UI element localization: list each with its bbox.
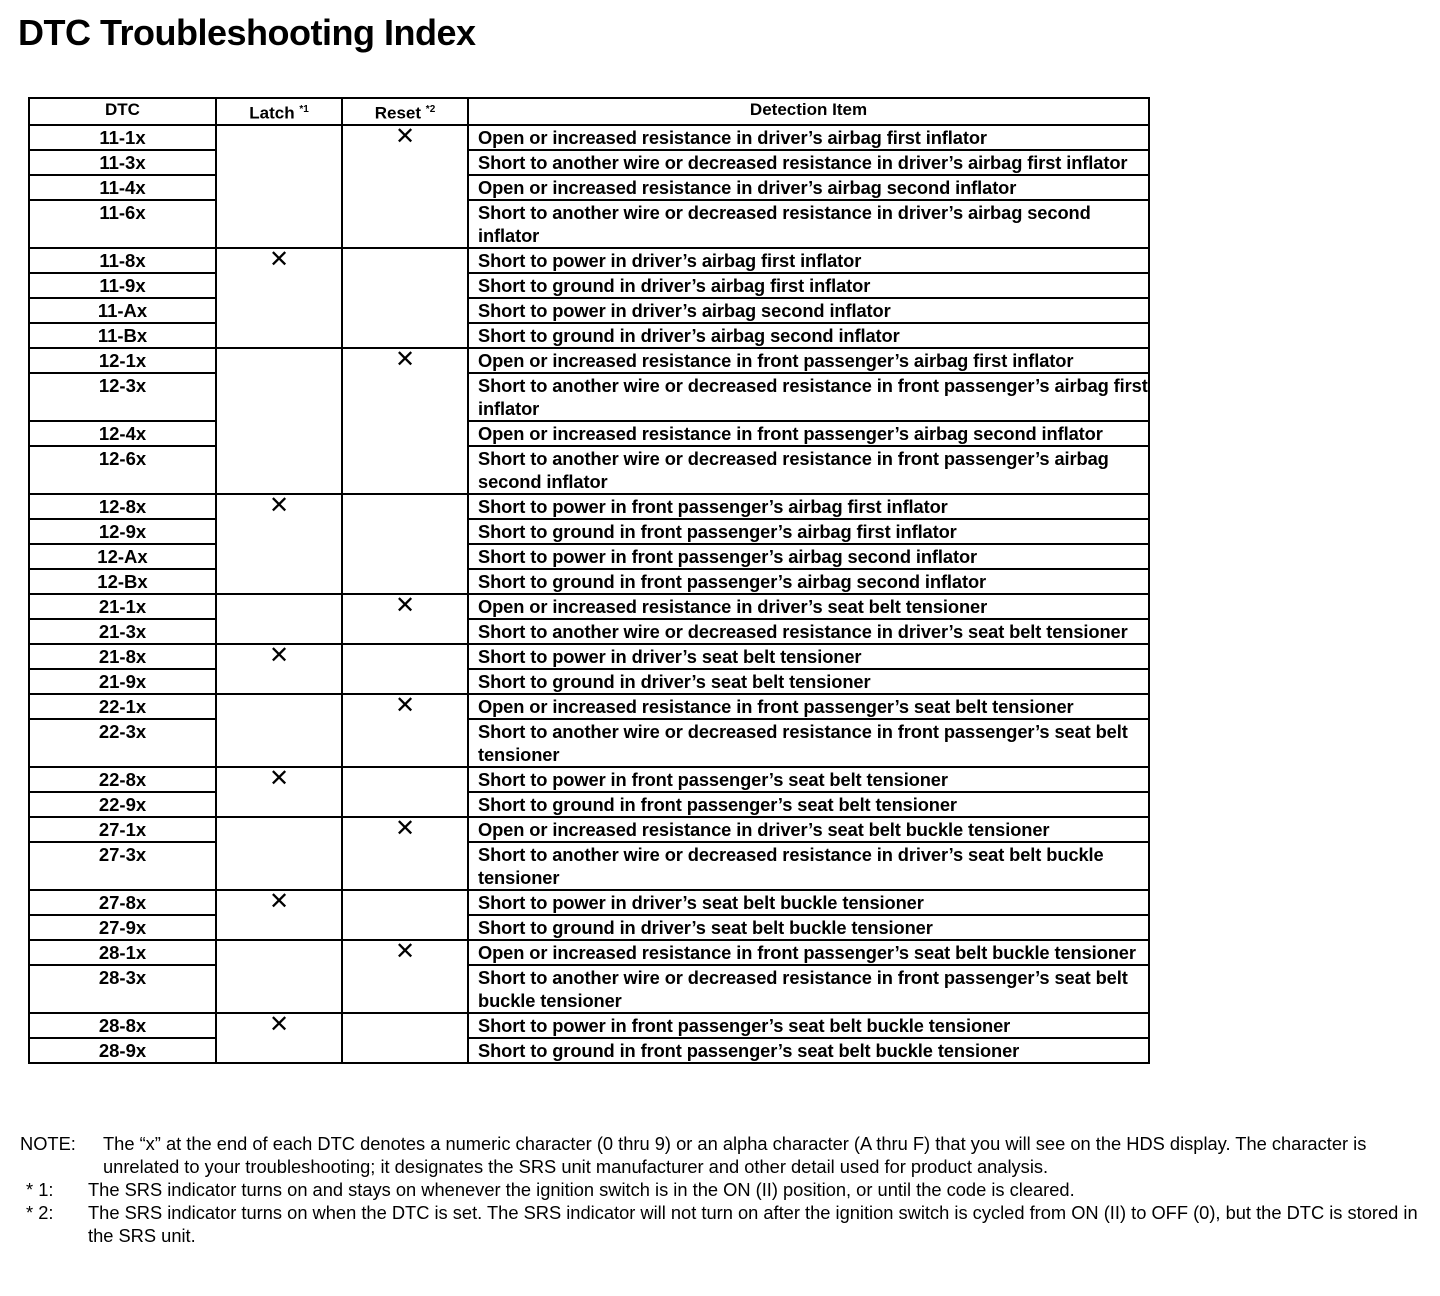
- latch-cell: ✕: [216, 494, 342, 594]
- table-row: [29, 200, 1149, 248]
- reset-cell: [342, 767, 468, 817]
- table-row: [29, 323, 1149, 348]
- dtc-code: 12-Bx: [29, 569, 216, 594]
- detection-item: Short to ground in front passenger’s airbag first inflator: [468, 519, 1149, 544]
- table-row: [29, 644, 1149, 669]
- table-row: [29, 619, 1149, 644]
- dtc-code: 11-9x: [29, 273, 216, 298]
- detection-item: Short to power in front passenger’s airbag first inflator: [468, 494, 1149, 519]
- dtc-code: 12-6x: [29, 446, 216, 494]
- header-latch-label: Latch: [249, 103, 295, 123]
- table-header: [29, 98, 1149, 125]
- note-label: NOTE:: [20, 1133, 76, 1154]
- table-row: [29, 569, 1149, 594]
- dtc-code: 27-1x: [29, 817, 216, 842]
- table-row: [29, 125, 1149, 150]
- detection-item: Short to another wire or decreased resistance in driver’s airbag second inflator: [468, 200, 1149, 248]
- table-row: [29, 940, 1149, 965]
- header-dtc-label: DTC: [105, 100, 140, 119]
- note-text: The “x” at the end of each DTC denotes a numeric character (0 thru 9) or an alpha character (A thru F) that you will see on the HDS display. The character is unrelated to your troubleshooting; it designates the SRS unit manufacturer and other detail used for product analysis.: [103, 1133, 1367, 1177]
- notes: [20, 1132, 1420, 1247]
- dtc-table: [28, 97, 1150, 1064]
- detection-item: Short to power in front passenger’s seat belt tensioner: [468, 767, 1149, 792]
- dtc-code: 22-9x: [29, 792, 216, 817]
- dtc-code: 12-8x: [29, 494, 216, 519]
- detection-item: Short to another wire or decreased resistance in front passenger’s airbag first inflator: [468, 373, 1149, 421]
- latch-cell: [216, 817, 342, 890]
- reset-cell: [342, 644, 468, 694]
- dtc-code: 22-3x: [29, 719, 216, 767]
- footnote-label: * 1:: [26, 1179, 54, 1200]
- footnote-text: The SRS indicator turns on and stays on whenever the ignition switch is in the ON (II) position, or until the code is cleared.: [88, 1179, 1075, 1200]
- reset-cell: [342, 248, 468, 348]
- reset-cell: ✕: [342, 940, 468, 1013]
- detection-item: Short to power in driver’s airbag second inflator: [468, 298, 1149, 323]
- detection-item: Short to another wire or decreased resistance in front passenger’s seat belt buckle tensioner: [468, 965, 1149, 1013]
- table-row: [29, 965, 1149, 1013]
- latch-cell: [216, 348, 342, 494]
- detection-item: Short to another wire or decreased resistance in front passenger’s airbag second inflator: [468, 446, 1149, 494]
- dtc-code: 22-8x: [29, 767, 216, 792]
- table-row: [29, 890, 1149, 915]
- detection-item: Short to ground in driver’s seat belt buckle tensioner: [468, 915, 1149, 940]
- detection-item: Open or increased resistance in front passenger’s seat belt buckle tensioner: [468, 940, 1149, 965]
- table-row: [29, 792, 1149, 817]
- detection-item: Short to another wire or decreased resistance in driver’s seat belt buckle tensioner: [468, 842, 1149, 890]
- dtc-code: 11-Bx: [29, 323, 216, 348]
- footnote-ref-1: *1: [299, 104, 309, 115]
- header-dtc: [29, 98, 216, 125]
- table-row: [29, 150, 1149, 175]
- dtc-code: 11-3x: [29, 150, 216, 175]
- detection-item: Open or increased resistance in driver’s seat belt buckle tensioner: [468, 817, 1149, 842]
- reset-cell: ✕: [342, 694, 468, 767]
- table-row: [29, 298, 1149, 323]
- table-row: [29, 694, 1149, 719]
- table-row: [29, 719, 1149, 767]
- footnote-1: [20, 1178, 1420, 1201]
- detection-item: Open or increased resistance in driver’s airbag first inflator: [468, 125, 1149, 150]
- dtc-code: 11-4x: [29, 175, 216, 200]
- detection-item: Short to power in driver’s seat belt tensioner: [468, 644, 1149, 669]
- footnote-text: The SRS indicator turns on when the DTC is set. The SRS indicator will not turn on after the ignition switch is cycled from ON (II) to OFF (0), but the DTC is stored in the SRS unit.: [88, 1202, 1418, 1246]
- dtc-code: 27-3x: [29, 842, 216, 890]
- dtc-code: 12-4x: [29, 421, 216, 446]
- note-main: [20, 1132, 1420, 1178]
- header-latch: [216, 98, 342, 125]
- table-row: [29, 348, 1149, 373]
- latch-cell: ✕: [216, 767, 342, 817]
- detection-item: Short to ground in driver’s seat belt tensioner: [468, 669, 1149, 694]
- dtc-code: 27-8x: [29, 890, 216, 915]
- dtc-code: 12-3x: [29, 373, 216, 421]
- dtc-code: 21-3x: [29, 619, 216, 644]
- latch-cell: [216, 940, 342, 1013]
- detection-item: Open or increased resistance in front passenger’s airbag second inflator: [468, 421, 1149, 446]
- table-row: [29, 544, 1149, 569]
- table-row: [29, 669, 1149, 694]
- detection-item: Short to ground in driver’s airbag second inflator: [468, 323, 1149, 348]
- latch-cell: [216, 694, 342, 767]
- header-detection-label: Detection Item: [749, 100, 868, 119]
- detection-item: Short to ground in front passenger’s seat belt tensioner: [468, 792, 1149, 817]
- detection-item: Short to power in front passenger’s airbag second inflator: [468, 544, 1149, 569]
- latch-cell: ✕: [216, 248, 342, 348]
- table-row: [29, 842, 1149, 890]
- detection-item: Open or increased resistance in driver’s airbag second inflator: [468, 175, 1149, 200]
- table-row: [29, 519, 1149, 544]
- table-row: [29, 594, 1149, 619]
- footnote-label: * 2:: [26, 1202, 54, 1223]
- detection-item: Short to ground in front passenger’s seat belt buckle tensioner: [468, 1038, 1149, 1063]
- latch-cell: ✕: [216, 1013, 342, 1063]
- dtc-code: 21-1x: [29, 594, 216, 619]
- detection-item: Short to ground in driver’s airbag first inflator: [468, 273, 1149, 298]
- dtc-code: 12-Ax: [29, 544, 216, 569]
- dtc-code: 28-1x: [29, 940, 216, 965]
- table-row: [29, 817, 1149, 842]
- detection-item: Short to power in driver’s airbag first inflator: [468, 248, 1149, 273]
- footnote-2: [20, 1201, 1420, 1247]
- detection-item: Short to power in front passenger’s seat belt buckle tensioner: [468, 1013, 1149, 1038]
- table-row: [29, 767, 1149, 792]
- header-reset-label: Reset: [374, 103, 422, 123]
- table-row: [29, 373, 1149, 421]
- table-row: [29, 915, 1149, 940]
- table-row: [29, 273, 1149, 298]
- footnote-ref-2: *2: [425, 104, 436, 115]
- dtc-code: 21-9x: [29, 669, 216, 694]
- dtc-code: 11-8x: [29, 248, 216, 273]
- reset-cell: ✕: [342, 125, 468, 248]
- reset-cell: [342, 494, 468, 594]
- table-row: [29, 494, 1149, 519]
- dtc-code: 22-1x: [29, 694, 216, 719]
- detection-item: Open or increased resistance in front passenger’s seat belt tensioner: [468, 694, 1149, 719]
- detection-item: Short to another wire or decreased resistance in driver’s airbag first inflator: [468, 150, 1149, 175]
- reset-cell: [342, 890, 468, 940]
- dtc-code: 12-1x: [29, 348, 216, 373]
- table-row: [29, 248, 1149, 273]
- page-title: DTC Troubleshooting Index: [18, 12, 476, 53]
- dtc-code: 21-8x: [29, 644, 216, 669]
- latch-cell: ✕: [216, 644, 342, 694]
- detection-item: Open or increased resistance in front passenger’s airbag first inflator: [468, 348, 1149, 373]
- table-row: [29, 446, 1149, 494]
- dtc-code: 12-9x: [29, 519, 216, 544]
- reset-cell: [342, 1013, 468, 1063]
- reset-cell: ✕: [342, 817, 468, 890]
- header-detection: [468, 98, 1149, 125]
- dtc-code: 11-6x: [29, 200, 216, 248]
- dtc-code: 27-9x: [29, 915, 216, 940]
- detection-item: Short to ground in front passenger’s airbag second inflator: [468, 569, 1149, 594]
- latch-cell: [216, 125, 342, 248]
- dtc-code: 11-1x: [29, 125, 216, 150]
- latch-cell: [216, 594, 342, 644]
- header-reset: [342, 98, 468, 125]
- dtc-code: 28-9x: [29, 1038, 216, 1063]
- detection-item: Short to another wire or decreased resistance in front passenger’s seat belt tensioner: [468, 719, 1149, 767]
- table-row: [29, 175, 1149, 200]
- detection-item: Open or increased resistance in driver’s seat belt tensioner: [468, 594, 1149, 619]
- detection-item: Short to power in driver’s seat belt buckle tensioner: [468, 890, 1149, 915]
- table-row: [29, 1013, 1149, 1038]
- detection-item: Short to another wire or decreased resistance in driver’s seat belt tensioner: [468, 619, 1149, 644]
- reset-cell: ✕: [342, 348, 468, 494]
- table-row: [29, 1038, 1149, 1063]
- dtc-code: 28-8x: [29, 1013, 216, 1038]
- reset-cell: ✕: [342, 594, 468, 644]
- dtc-code: 11-Ax: [29, 298, 216, 323]
- latch-cell: ✕: [216, 890, 342, 940]
- table-row: [29, 421, 1149, 446]
- dtc-code: 28-3x: [29, 965, 216, 1013]
